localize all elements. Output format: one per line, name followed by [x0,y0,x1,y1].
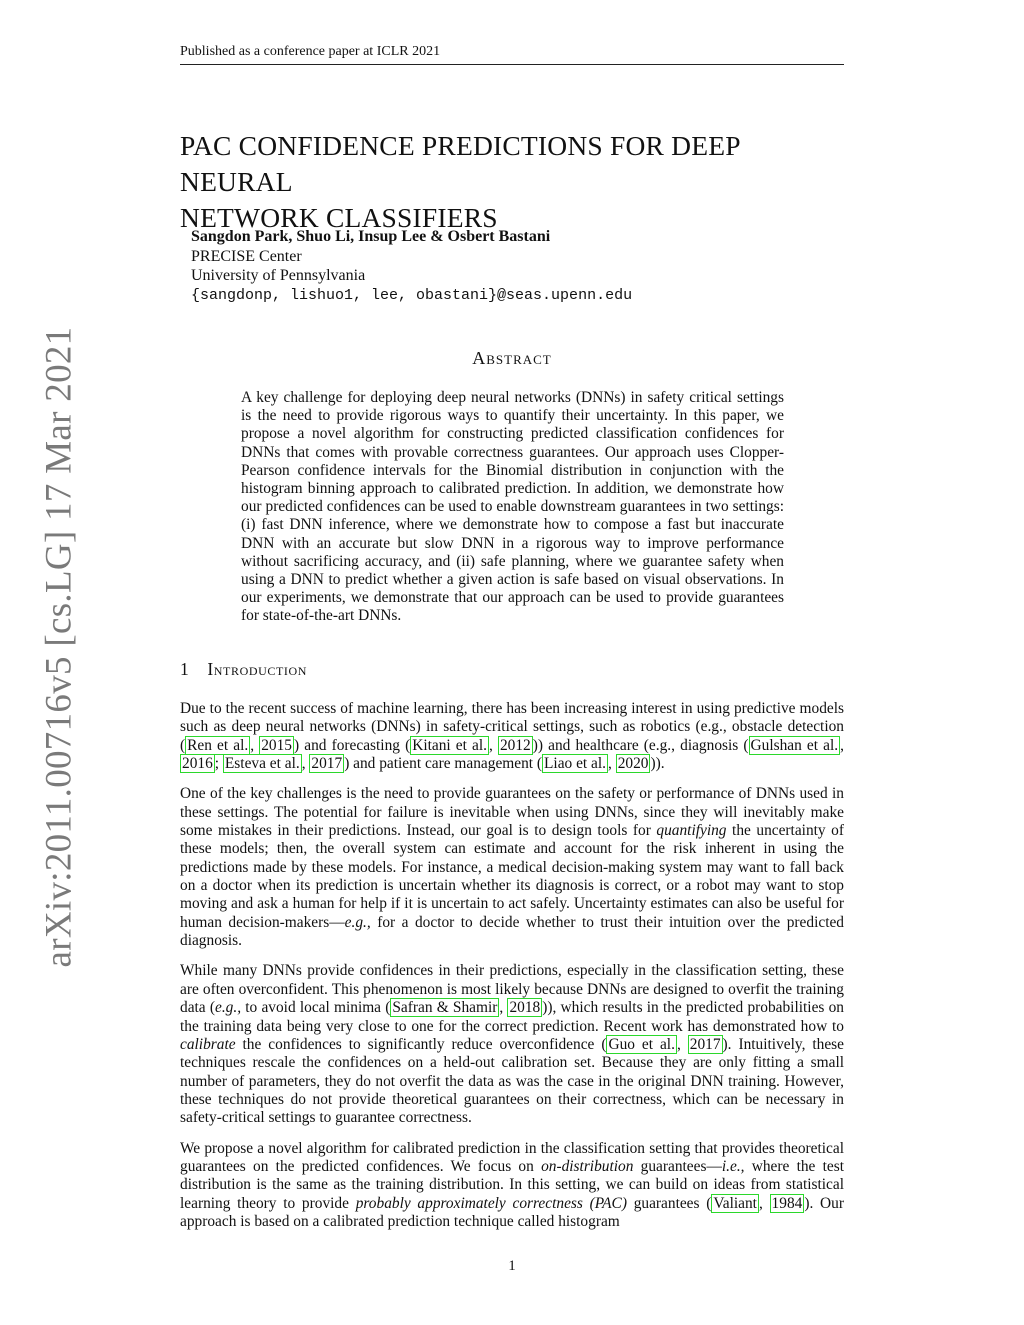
introduction-body [180,700,844,1243]
paragraph-1: Due to the recent success of machine learning, there has been increasing interest in using predictive models such as deep neural networks (DNNs) in safety-critical settings, such as robotics (e.g., obstacle detection ( Ren et al. , 2015 ) and forecasting ( Kitani et al. , 2012 )) and healthcare (e.g., diagnosis ( Gulshan et al. , 2016 ; Esteva et al. , 2017 ) and patient care management ( Liao et al. , 2020 )). [180,700,844,773]
running-header: Published as a conference paper at ICLR 2021 [180,44,844,65]
citation-link[interactable]: Ren et al. [187,736,249,754]
abstract-text: A key challenge for deploying deep neural networks (DNNs) in safety critical settings is the need to provide rigorous ways to quantify their uncertainty. In this paper, we propose a novel algorithm for constructing predicted classification confidences for DNNs that comes with provable correctness guarantees. Our approach uses Clopper-Pearson confidence intervals for the Binomial distribution in conjunction with the histogram binning approach to calibrated prediction. In addition, we demonstrate how our predicted confidences can be used to enable downstream guarantees in two settings: (i) fast DNN inference, where we demonstrate how to compose a fast but inaccurate DNN with an accurate but slow DNN in a rigorous way to improve performance without sacrificing accuracy, and (ii) safe planning, where we guarantee safety when using a DNN to predict whether a given action is safe based on visual observations. In our experiments, we demonstrate that our approach can be used to provide guarantees for state-of-the-art DNNs. [241,389,784,625]
affiliation-university: University of Pennsylvania [191,267,366,284]
citation-link[interactable]: 2020 [617,755,649,773]
section-title: Introduction [207,659,308,679]
citation-link[interactable]: 2015 [261,736,292,754]
citation-link[interactable]: Valiant [713,1194,757,1212]
citation-link[interactable]: 2018 [509,999,541,1017]
paragraph-3: While many DNNs provide confidences in their predictions, especially in the classification setting, these are often overconfident. This phenomenon is most likely because DNNs are designed to overfit the training data (e.g., to avoid local minima ( Safran & Shamir , 2018 )), which results in the predicted probabilities on the training data being very close to one for the correct prediction. Recent work has demonstrated how to calibrate the confidences to significantly reduce overconfidence ( Guo et al. , 2017 ). Intuitively, these techniques rescale the confidences on a held-out calibration set. Because they are only fitting a small number of parameters, they do not overfit the data as was the case in the original DNN training. However, these techniques do not provide theoretical guarantees on their correctness, which can be necessary in safety-critical settings to guarantee correctness. [180,962,844,1127]
arxiv-identifier-margin: arXiv:2011.00716v5 [cs.LG] 17 Mar 2021 [38,326,80,968]
citation-link[interactable]: Liao et al. [544,755,606,773]
citation-link[interactable]: Kitani et al. [412,736,487,754]
author-block [191,227,841,305]
citation-link[interactable]: 2017 [689,1035,721,1053]
affiliation-center: PRECISE Center [191,247,302,265]
citation-link[interactable]: 2017 [311,755,343,773]
paragraph-2: One of the key challenges is the need to provide guarantees on the safety or performance of DNNs used in these settings. The potential for failure is inevitable when using DNNs, since they will inevitably make some mistakes in their predictions. Instead, our goal is to design tools for quantifying the uncertainty of these models; then, the overall system can estimate and account for the risk inherent in using the predictions made by these models. For instance, a medical decision-making system may want to fall back on a doctor when its prediction is uncertain whether its diagnosis is correct, or a robot may want to stop moving and ask a human for help if it is uncertain to act safely. Uncertainty estimates can also be useful for human decision-makers—e.g., for a doctor to decide whether to trust their intuition over the predicted diagnosis. [180,785,844,950]
author-names: Sangdon Park, Shuo Li, Insup Lee & Osbert Bastani [191,228,551,245]
citation-link[interactable]: Gulshan et al. [750,736,839,754]
paper-title: PAC CONFIDENCE PREDICTIONS FOR DEEP NEURAL NETWORK CLASSIFIERS [180,130,740,233]
citation-link[interactable]: Guo et al. [608,1035,675,1053]
citation-link[interactable]: 2012 [499,736,531,754]
page-number: 1 [508,1258,516,1274]
citation-link[interactable]: 2016 [182,755,213,773]
citation-link[interactable]: Esteva et al. [224,755,300,773]
author-emails: {sangdonp, lishuo1, lee, obastani}@seas.upenn.edu [191,286,633,304]
citation-link[interactable]: 1984 [771,1194,803,1212]
section-heading-introduction [180,659,307,680]
paragraph-4: We propose a novel algorithm for calibrated prediction in the classification setting that provides theoretical guarantees on the predicted confidences. We focus on on-distribution guarantees—i.e., where the test distribution is the same as the training distribution. In this setting, we can build on ideas from statistical learning theory to provide probably approximately correctness (PAC) guarantees ( Valiant , 1984 ). Our approach is based on a calibrated prediction technique called histogram [180,1139,844,1230]
section-number: 1 [180,659,190,679]
abstract-heading: Abstract [472,348,552,368]
citation-link[interactable]: Safran & Shamir [392,999,498,1017]
